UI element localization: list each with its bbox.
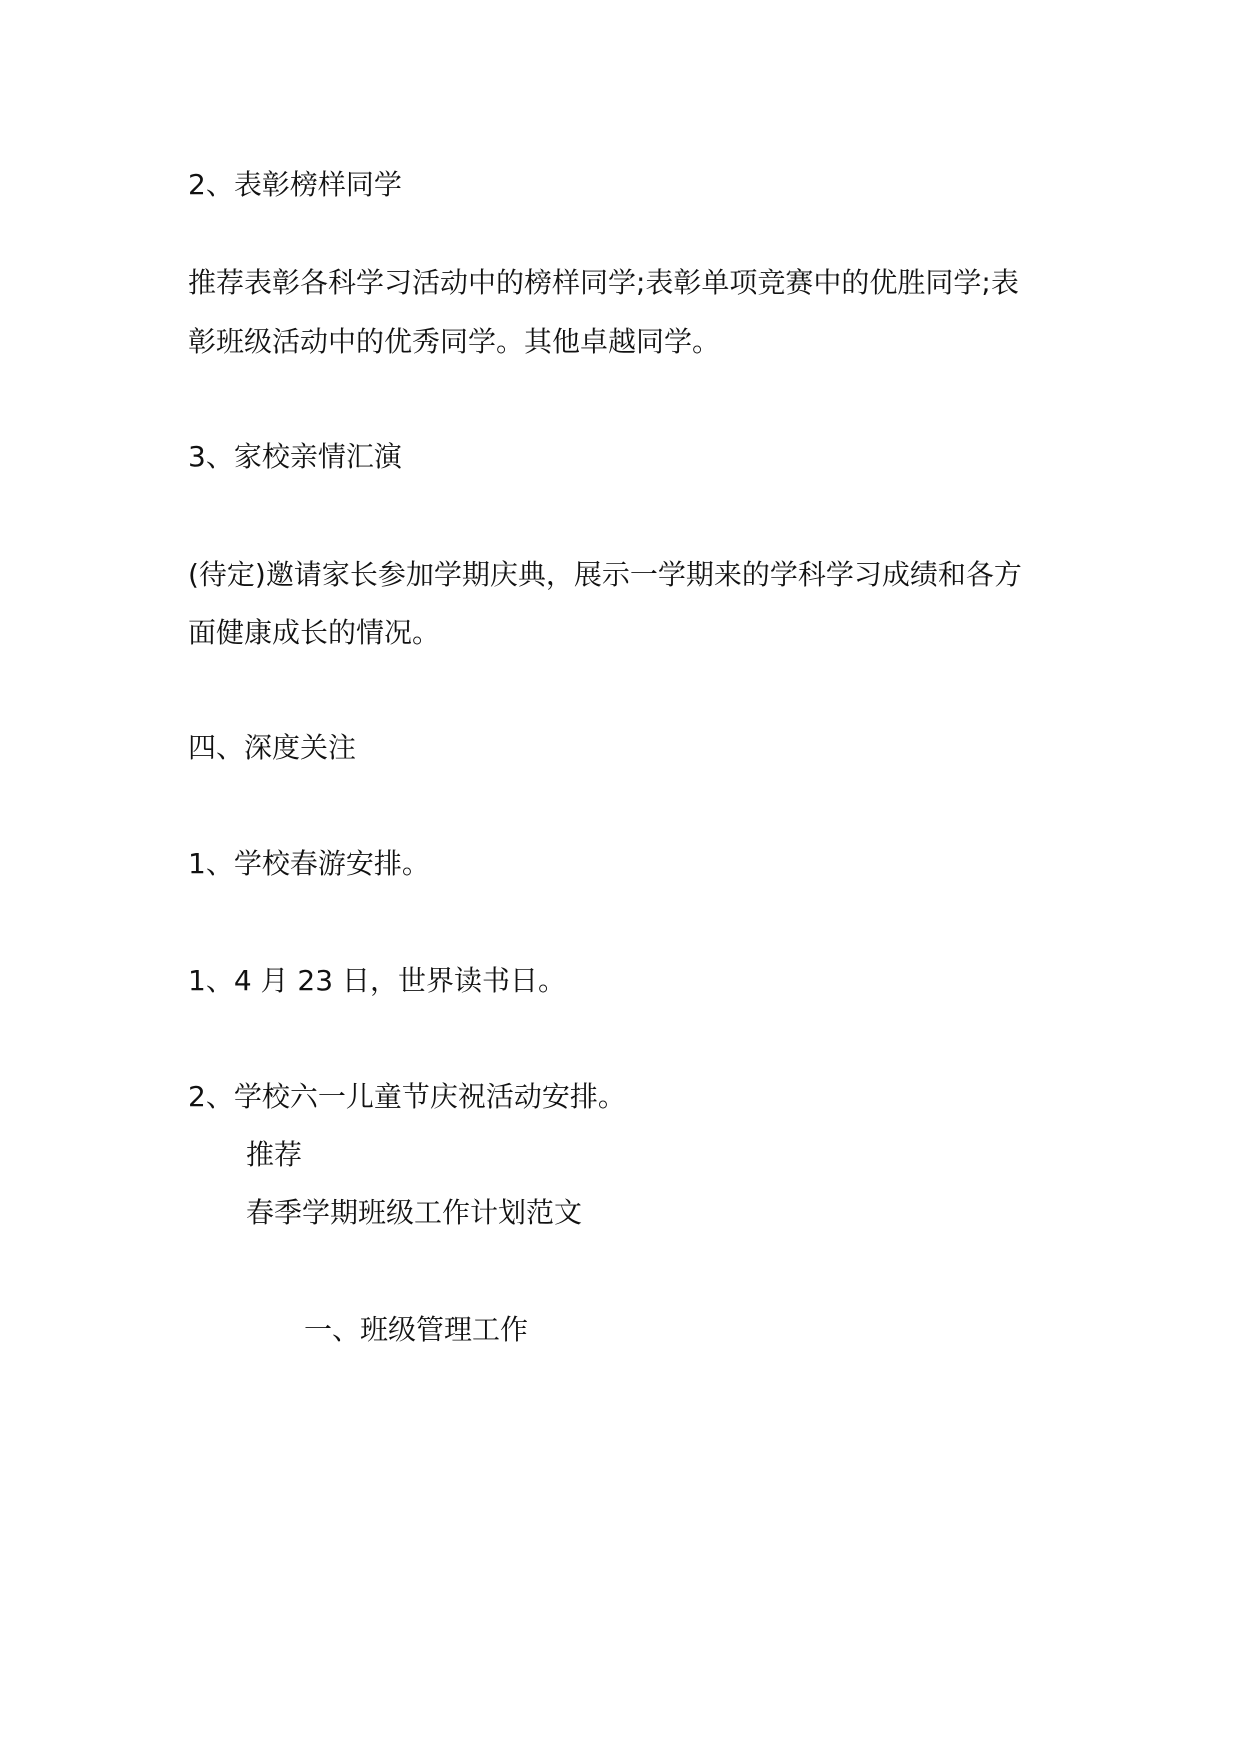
paragraph-3-line-2: 面健康成长的情况。 [188, 616, 441, 649]
item-1-reading-day: 1、4 月 23 日，世界读书日。 [188, 964, 566, 997]
section-1-heading: 一、班级管理工作 [304, 1313, 529, 1346]
section-4-heading: 四、深度关注 [188, 731, 357, 764]
paragraph-3-line-1: (待定)邀请家长参加学期庆典，展示一学期来的学科学习成绩和各方 [188, 558, 1022, 591]
item-2-childrens-day: 2、学校六一儿童节庆祝活动安排。 [188, 1080, 626, 1113]
paragraph-2-line-2: 彰班级活动中的优秀同学。其他卓越同学。 [188, 325, 721, 358]
recommend-title-link[interactable]: 春季学期班级工作计划范文 [246, 1196, 583, 1229]
heading-3: 3、家校亲情汇演 [188, 440, 402, 473]
heading-2: 2、表彰榜样同学 [188, 168, 402, 201]
item-1-spring-trip: 1、学校春游安排。 [188, 847, 430, 880]
paragraph-2-line-1: 推荐表彰各科学习活动中的榜样同学;表彰单项竞赛中的优胜同学;表 [188, 266, 1019, 299]
recommend-label: 推荐 [246, 1138, 303, 1171]
